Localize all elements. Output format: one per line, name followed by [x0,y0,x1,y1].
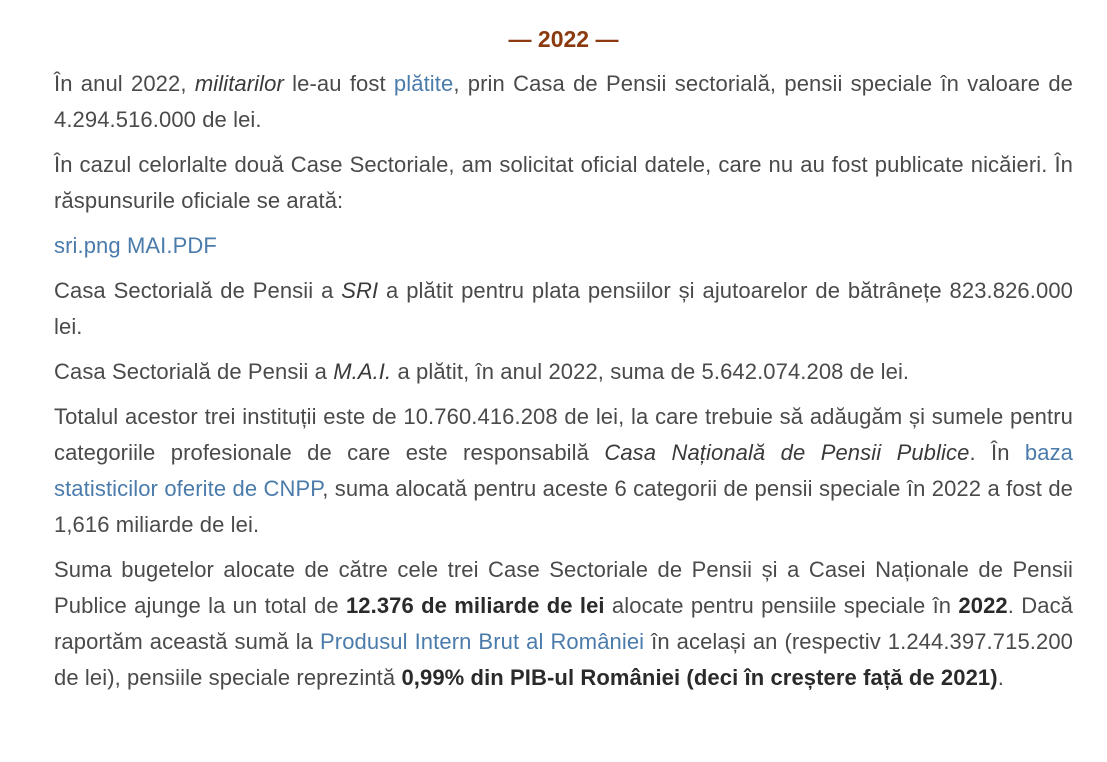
paragraph-attachments [54,228,1073,264]
strong-pib-percent: 0,99% din PIB-ul României (deci în creștere față de 2021) [401,665,998,690]
link-platite[interactable]: plătite [393,71,454,96]
text: În cazul celorlalte două Case Sectoriale, am solicitat oficial datele, care nu au fost publicate nicăieri. În răspunsurile oficiale se arată: [54,152,1073,213]
article-body [54,0,1073,705]
emphasis-mai: M.A.I. [333,359,392,384]
text: în același an (respectiv 1.244.397.715.200 de lei), pensiile speciale reprezintă [54,629,1073,690]
link-mai-pdf[interactable]: MAI.PDF [126,233,217,258]
text: Casa Sectorială de Pensii a [54,278,342,303]
emphasis-sri: SRI [341,278,379,303]
text: , suma alocată pentru aceste 6 categorii de pensii speciale în 2022 a fost de 1,616 miliarde de lei. [54,476,1074,537]
year-heading: — 2022 — [508,26,619,52]
paragraph-sectoral-cases [54,147,1073,219]
emphasis-cnpp: Casa Națională de Pensii Publice [604,440,970,465]
text: Suma bugetelor alocate de către cele trei Case Sectoriale de Pensii și a Casei Naționale de Pensii Publice ajunge la un total de [54,557,1073,618]
strong-year: 2022 [958,593,1008,618]
text: a plătit pentru plata pensiilor și ajutoarelor de bătrânețe 823.826.000 lei. [54,278,1073,339]
text: le-au fost [283,71,394,96]
text: alocate pentru pensiile speciale în [604,593,959,618]
link-pib[interactable]: Produsul Intern Brut al României [320,629,645,654]
link-cnpp-statistics[interactable]: baza statisticilor oferite de CNPP [54,440,1074,501]
paragraph-military [54,66,1073,138]
paragraph-mai [54,354,1073,390]
text: . În [969,440,1025,465]
paragraph-total [54,399,1073,543]
link-sri-png[interactable]: sri.png [54,233,121,258]
paragraph-sri [54,273,1073,345]
text: a plătit, în anul 2022, suma de 5.642.074.208 de lei. [391,359,910,384]
text: . Dacă raportăm această sumă la [54,593,1073,654]
text: . [997,665,1004,690]
text: În anul 2022, [54,71,195,96]
text: Casa Sectorială de Pensii a [54,359,334,384]
paragraph-summary [54,552,1073,696]
text: , prin Casa de Pensii sectorială, pensii speciale în valoare de 4.294.516.000 de lei. [54,71,1073,132]
text: Totalul acestor trei instituții este de 10.760.416.208 de lei, la care trebuie să adăugăm și sumele pentru categoriile profesionale de care este responsabilă [54,404,1073,465]
strong-total-amount: 12.376 de miliarde de lei [345,593,605,618]
emphasis-militarilor: militarilor [194,71,284,96]
